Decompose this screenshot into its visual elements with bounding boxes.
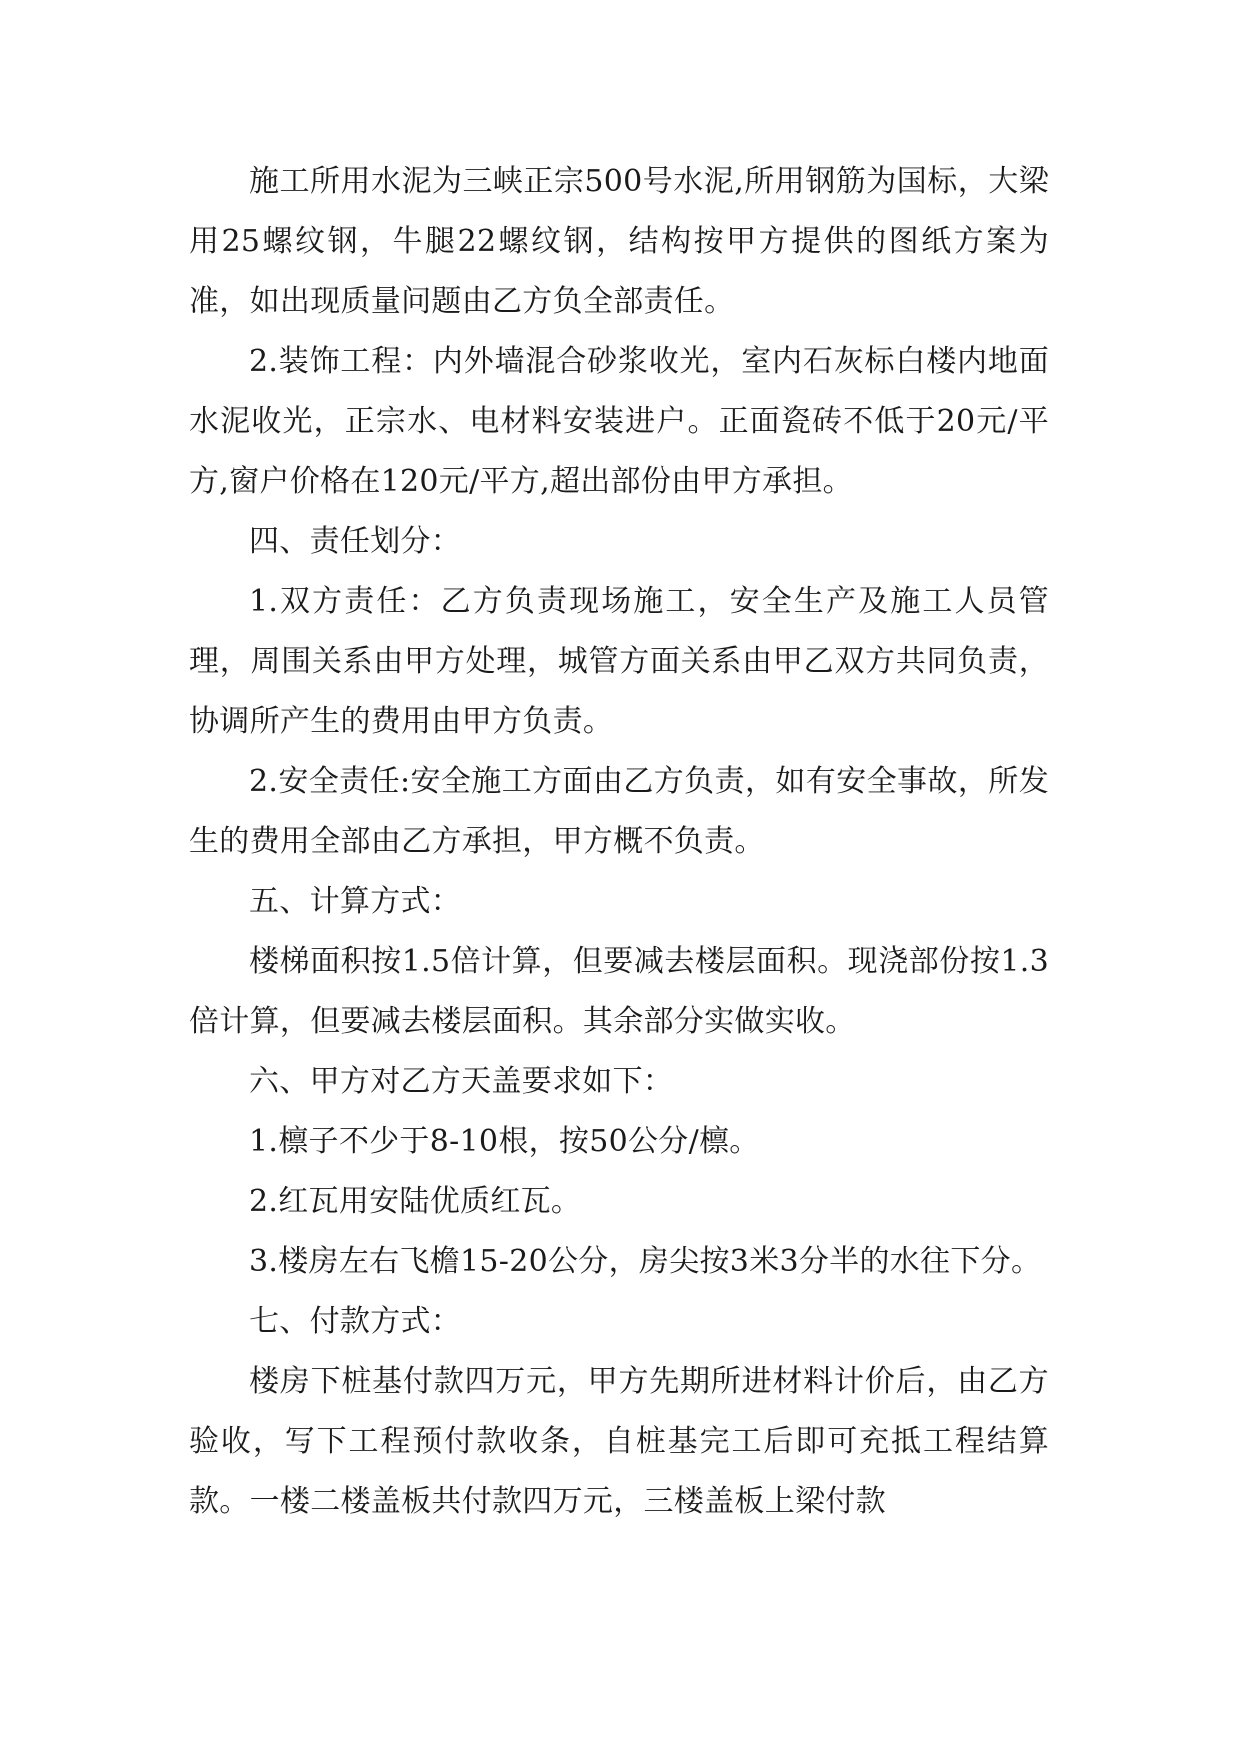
section-heading-payment: 七、付款方式： <box>249 1304 462 1339</box>
paragraph-decoration: 2.装饰工程：内外墙混合砂浆收光，室内石灰标白楼内地面水泥收光，正宗水、电材料安装进户。正面瓷砖不低于20元/平方,窗户价格在120元/平方,超出部份由甲方承担。 <box>189 344 1049 499</box>
paragraph-roof-tiles: 2.红瓦用安陆优质红瓦。 <box>249 1184 582 1219</box>
paragraph-roof-purlins: 1.檩子不少于8-10根，按50公分/檩。 <box>249 1124 760 1159</box>
paragraph-materials: 施工所用水泥为三峡正宗500号水泥,所用钢筋为国标，大梁用25螺纹钢，牛腿22螺纹钢，结构按甲方提供的图纸方案为准，如出现质量问题由乙方负全部责任。 <box>189 164 1049 319</box>
paragraph-safety-responsibility: 2.安全责任:安全施工方面由乙方负责，如有安全事故，所发生的费用全部由乙方承担，甲方概不负责。 <box>189 764 1049 859</box>
paragraph-calculation: 楼梯面积按1.5倍计算，但要减去楼层面积。现浇部份按1.3倍计算，但要减去楼层面积。其余部分实做实收。 <box>189 944 1049 1039</box>
section-heading-roof: 六、甲方对乙方天盖要求如下： <box>249 1064 674 1099</box>
paragraph-mutual-responsibility: 1.双方责任：乙方负责现场施工，安全生产及施工人员管理，周围关系由甲方处理，城管方面关系由甲乙双方共同负责，协调所产生的费用由甲方负责。 <box>189 584 1049 739</box>
paragraph-roof-eaves: 3.楼房左右飞檐15-20公分，房尖按3米3分半的水往下分。 <box>249 1244 1042 1279</box>
document-body <box>189 152 1049 1532</box>
section-heading-responsibility: 四、责任划分： <box>249 524 462 559</box>
section-heading-calculation: 五、计算方式： <box>249 884 462 919</box>
paragraph-payment: 楼房下桩基付款四万元，甲方先期所进材料计价后，由乙方验收，写下工程预付款收条，自桩基完工后即可充抵工程结算款。一楼二楼盖板共付款四万元，三楼盖板上梁付款 <box>189 1364 1049 1519</box>
